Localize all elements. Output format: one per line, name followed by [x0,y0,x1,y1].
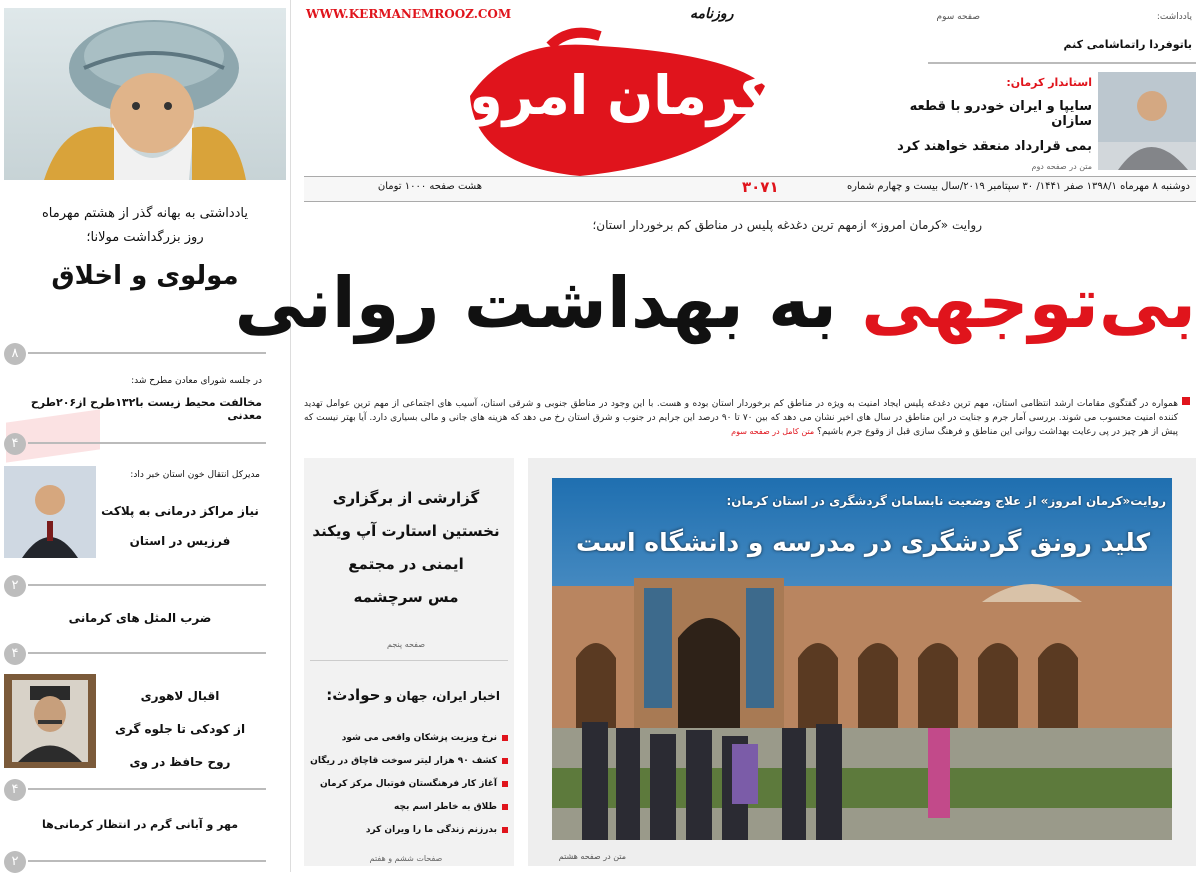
news-list-title [310,686,500,704]
tourism-page-ref: متن در صفحه هشتم [558,852,626,861]
news-item[interactable]: آغاز کار فرهنگستان فوتبال مرکز کرمان [310,772,508,795]
news-list [310,726,508,841]
bullet-icon [502,827,508,833]
divider [928,62,1196,64]
main-continue-ref[interactable]: متن کامل در صفحه سوم [731,427,815,436]
startup-page-ref: صفحه پنجم [387,640,425,649]
pages-and-price: هشت صفحه ۱۰۰۰ تومان [377,181,482,192]
divider [28,652,266,654]
governor-kicker: استاندار کرمان: [1006,76,1092,89]
news-list-title-1: اخبار ایران، جهان و [384,689,500,703]
news-list-title-2: حوادث: [326,686,381,704]
story5 [100,680,260,779]
rumi-portrait [4,8,286,180]
body-bullet [1182,397,1190,405]
story5-line-3[interactable]: روح حافظ در وی [129,755,231,769]
news-item[interactable]: طلاق به خاطر اسم بچه [310,795,508,818]
logo-text: کرمان امروز [438,64,772,127]
startup-line-3[interactable]: ایمنی در مجتمع [348,555,464,573]
governor-page-ref: متن در صفحه دوم [1031,162,1092,171]
governor-teaser [880,76,1092,171]
top-note-kicker-1: یادداشتی به بهانه گذر از هشتم مهرماه [41,206,249,221]
newspaper-label: روزنامه [690,6,734,22]
bullet-icon [502,804,508,810]
note-page-ref: صفحه سوم [936,12,980,22]
story3-kicker: مدیرکل انتقال خون استان خبر داد: [130,470,260,480]
governor-line-1[interactable]: سایپا و ایران خودرو با قطعه سازان [909,99,1092,129]
divider [28,584,266,586]
bullet-icon [502,781,508,787]
page-badge: ۲ [4,851,26,873]
story3-line-2[interactable]: فرزیس در استان [129,534,231,548]
startup-story [306,482,506,614]
tourism-headline[interactable]: کلید رونق گردشگری در مدرسه و دانشگاه است [575,528,1151,557]
note-title[interactable]: باتوفردا راتماشامی کنم [1063,38,1192,51]
divider [28,442,266,444]
top-note-kicker-2: روز بزرگداشت مولانا؛ [86,230,204,245]
note-category: یادداشت: [1156,12,1192,22]
divider [28,788,266,790]
story5-line-2[interactable]: از کودکی تا جلوه گری [114,722,246,736]
page-badge: ۴ [4,643,26,665]
story5-line-1[interactable]: اقبال لاهوری [140,689,220,703]
divider [28,860,266,862]
story2-title[interactable]: مخالفت محیط زیست با۱۳۲طرح از۲۰۶طرح معدنی [30,396,262,422]
news-item[interactable]: نرخ ویزیت پزشکان واقعی می شود [310,726,508,749]
news-list-page-ref: صفحات ششم و هفتم [369,854,443,863]
tourism-kicker: روایت«کرمان امروز» از علاج وضعیت نابسامان گردشگری در استان کرمان: [726,494,1166,508]
main-kicker: روایت «کرمان امروز» ازمهم ترین دغدغه پلیس در مناطق کم برخوردار استان؛ [592,218,982,232]
divider [310,660,508,661]
blood-transfusion-official-photo [4,466,96,558]
bullet-icon [502,735,508,741]
iqbal-lahori-portrait [4,674,96,768]
story3 [100,470,260,556]
story4-title[interactable]: ضرب المثل های کرمانی [68,611,212,625]
page-badge: ۴ [4,433,26,455]
website-url[interactable]: WWW.KERMANEMROOZ.COM [306,7,512,21]
startup-line-1[interactable]: گزارشی از برگزاری [332,489,480,507]
main-body [304,397,1178,439]
governor-photo [1098,72,1196,170]
bullet-icon [502,758,508,764]
story3-line-1[interactable]: نیاز مراکز درمانی به پلاکت [101,504,259,518]
page-badge: ۴ [4,779,26,801]
startup-line-2[interactable]: نخستین استارت آپ ویکند [312,522,500,540]
startup-line-4[interactable]: مس سرچشمه [353,588,459,606]
governor-line-2[interactable]: بمی قرارداد منعقد خواهند کرد [897,139,1092,154]
divider [28,352,266,354]
story2 [6,376,262,422]
page-badge: ۸ [4,343,26,365]
main-headline-red: بی‌توجهی [861,262,1196,344]
top-note-title[interactable]: مولوی و اخلاق [51,261,239,291]
main-body-text: همواره در گفتگوی مقامات ارشد انتظامی استان، مهم ترین دغدغه پلیس ایجاد امنیت به ویژه در مناطق کم برخوردار استان بوده و هست. با این وجود در مناطق جنوبی و شرقی استان، آسیب های اجتماعی از مهم ترین عوامل تهدید کننده امنیت محسوب می شوند. بررسی آمار جرم و جنایت در این مناطق در سال های اخیر نشان می دهد که بین ۷۰ تا ۹۰ درصد این جرایم در جنوب و شرق استان رخ می دهد که هزینه های جانی و مالی بسیاری دارد. آیا بهتر نیست که پیش از هر چیز در پی رعایت بهداشت روانی این مناطق و فرهنگ سازی قبل از وقوع جرم باشیم؟ [304,399,1178,437]
news-item[interactable]: کشف ۹۰ هزار لیتر سوخت قاچاق در ریگان [310,749,508,772]
issue-number: ۳۰۷۱ [742,178,779,196]
main-headline[interactable] [234,262,1196,344]
issue-info: دوشنبه ۸ مهرماه ۱۳۹۸/۱ صفر ۱۴۴۱/ ۳۰ سپتامبر ۲۰۱۹/سال بیست و چهارم شماره [846,181,1190,192]
column-divider [290,0,291,872]
main-headline-black: به بهداشت روانی [234,262,837,344]
page-badge: ۲ [4,575,26,597]
story6-title[interactable]: مهر و آبانی گرم در انتظار کرمانی‌ها [41,818,239,831]
story2-kicker: در جلسه شورای معادن مطرح شد: [131,376,262,386]
news-item[interactable]: بدرزنم زندگی ما را ویران کرد [310,818,508,841]
